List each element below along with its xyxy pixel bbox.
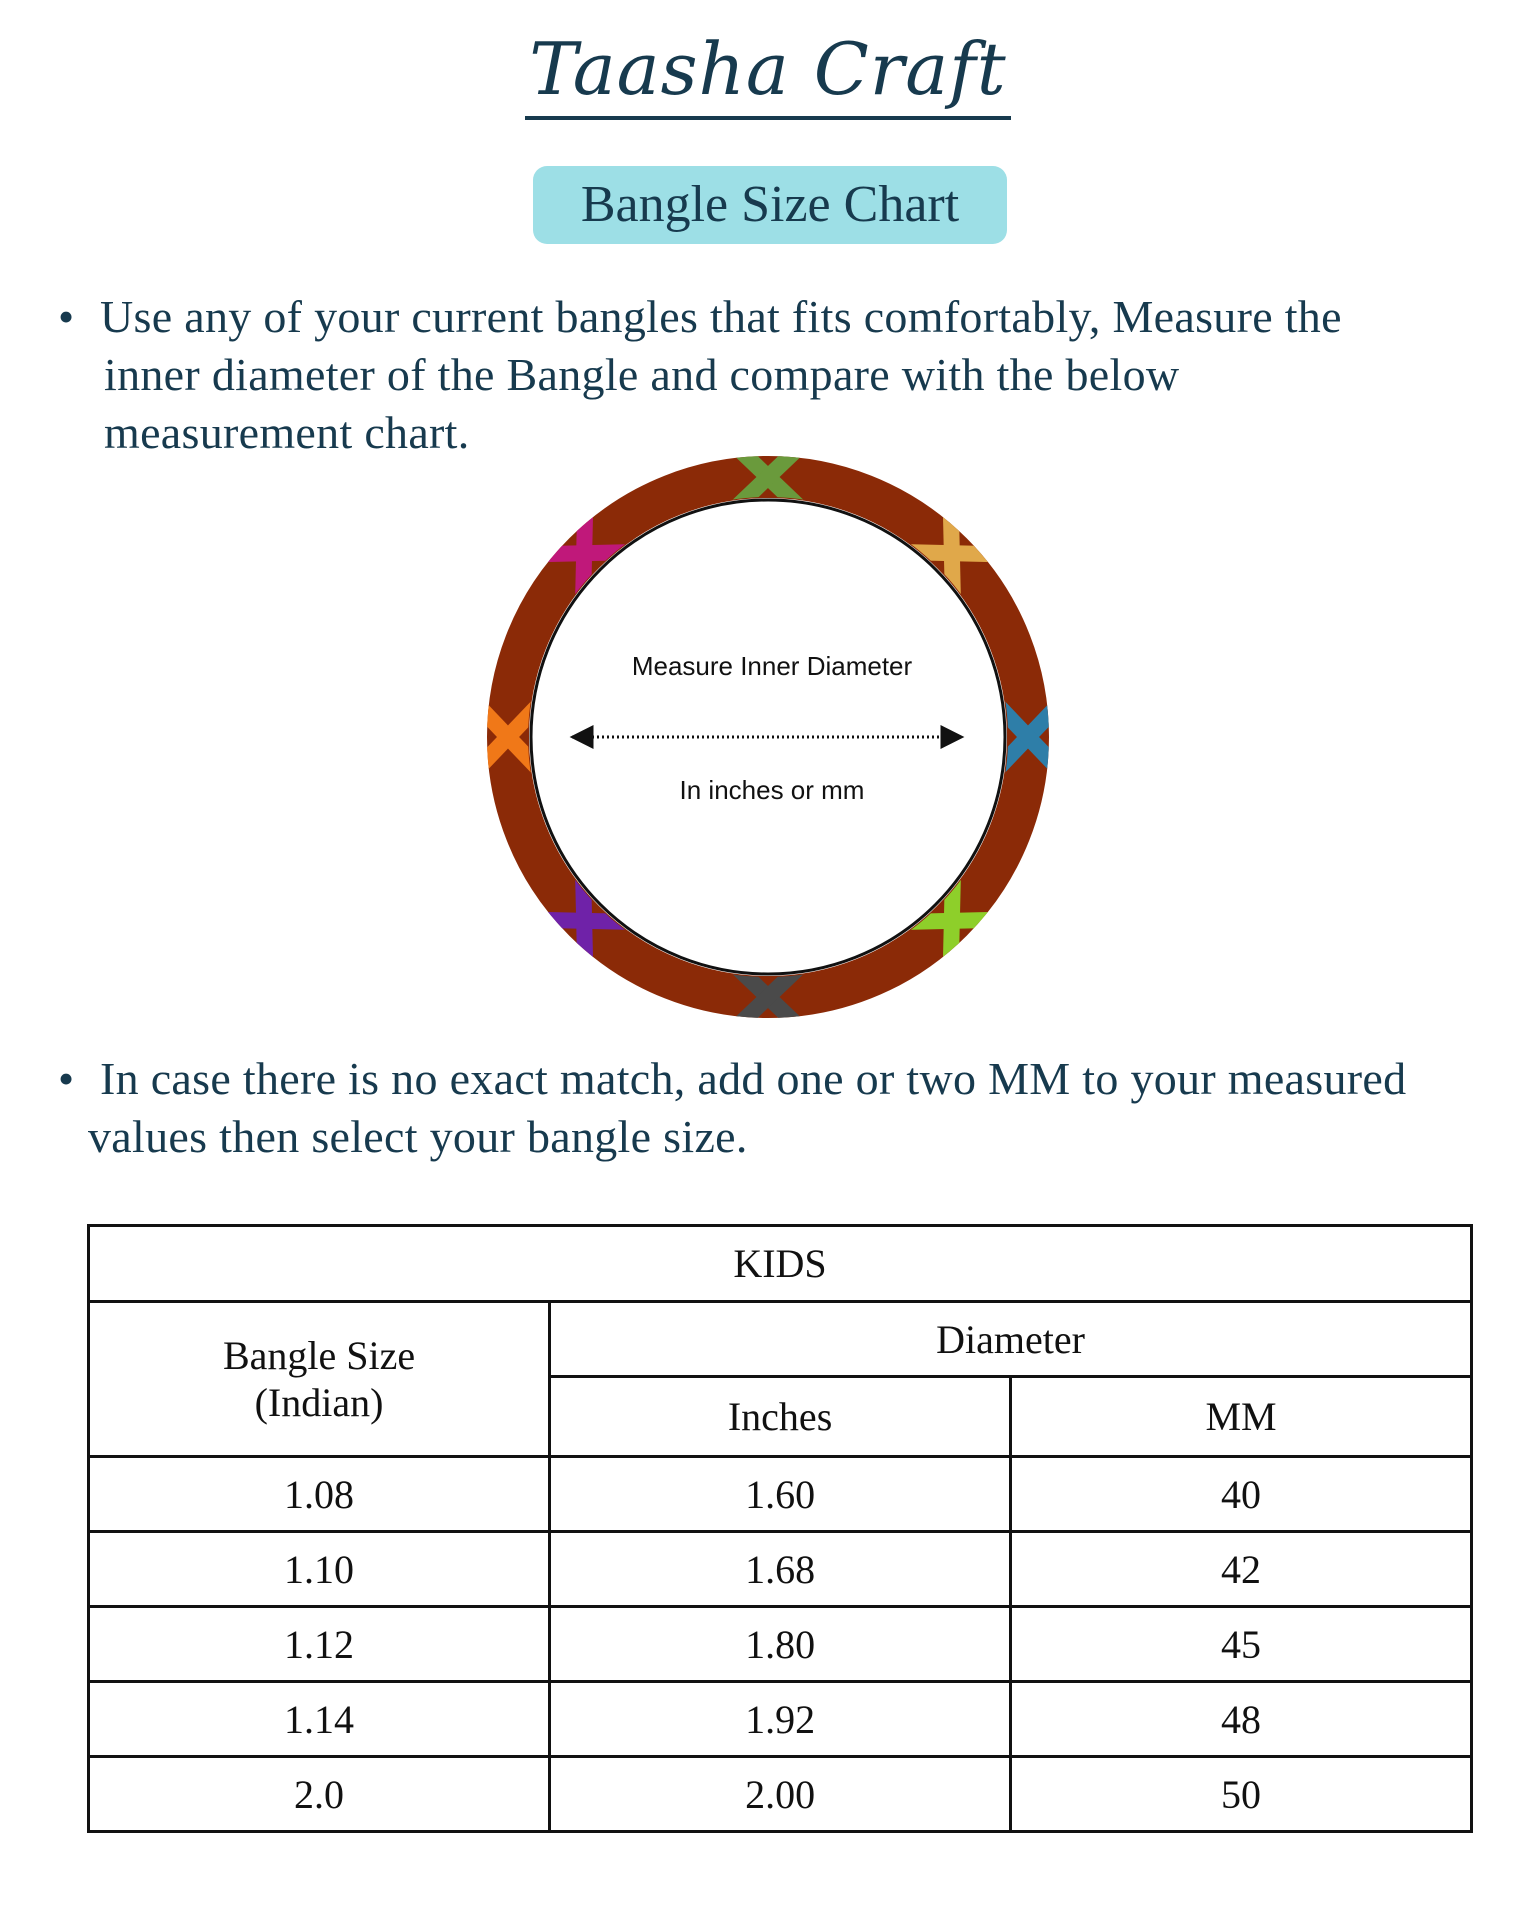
page-title: Bangle Size Chart — [533, 166, 1007, 244]
cell-inches: 1.60 — [550, 1457, 1011, 1532]
bangle-diagram — [0, 440, 1536, 1040]
size-table — [87, 1224, 1473, 1833]
bullet-point: • — [58, 291, 75, 342]
cell-mm: 40 — [1011, 1457, 1472, 1532]
cell-size: 1.12 — [89, 1607, 550, 1682]
cell-mm: 45 — [1011, 1607, 1472, 1682]
diagram-label-top: Measure Inner Diameter — [631, 651, 913, 681]
instruction-line: Use any of your current bangles that fits comfortably, Measure the — [100, 291, 1342, 342]
bullet-point: • — [58, 1053, 75, 1104]
cell-size: 1.08 — [89, 1457, 550, 1532]
cell-size: 2.0 — [89, 1757, 550, 1832]
table-row — [89, 1682, 1472, 1757]
column-header-size — [89, 1302, 550, 1457]
instruction-line: measurement chart. — [104, 407, 470, 458]
cell-size: 1.14 — [89, 1682, 550, 1757]
cell-inches: 1.92 — [550, 1682, 1011, 1757]
column-header-mm: MM — [1011, 1377, 1472, 1457]
cell-mm: 48 — [1011, 1682, 1472, 1757]
instruction-text — [88, 1050, 1530, 1166]
table-row — [89, 1607, 1472, 1682]
instruction-line: In case there is no exact match, add one or two MM to your measured — [100, 1053, 1407, 1104]
table-row — [89, 1757, 1472, 1832]
instruction-text — [100, 288, 1500, 462]
cell-size: 1.10 — [89, 1532, 550, 1607]
column-header-size-line: Bangle Size — [222, 1333, 416, 1378]
section-header: KIDS — [89, 1226, 1472, 1302]
instruction-line: values then select your bangle size. — [88, 1111, 748, 1162]
column-header-diameter: Diameter — [550, 1302, 1472, 1377]
column-header-inches: Inches — [550, 1377, 1011, 1457]
table-row — [89, 1532, 1472, 1607]
brand-logo — [0, 28, 1536, 128]
instruction-line: inner diameter of the Bangle and compare with the below — [104, 349, 1180, 400]
cell-inches: 2.00 — [550, 1757, 1011, 1832]
table-row — [89, 1457, 1472, 1532]
cell-inches: 1.68 — [550, 1532, 1011, 1607]
diagram-label-bottom: In inches or mm — [679, 775, 865, 805]
cell-inches: 1.80 — [550, 1607, 1011, 1682]
brand-name: Taasha Craft — [525, 28, 1010, 120]
cell-mm: 42 — [1011, 1532, 1472, 1607]
column-header-size-line: (Indian) — [254, 1380, 384, 1425]
cell-mm: 50 — [1011, 1757, 1472, 1832]
